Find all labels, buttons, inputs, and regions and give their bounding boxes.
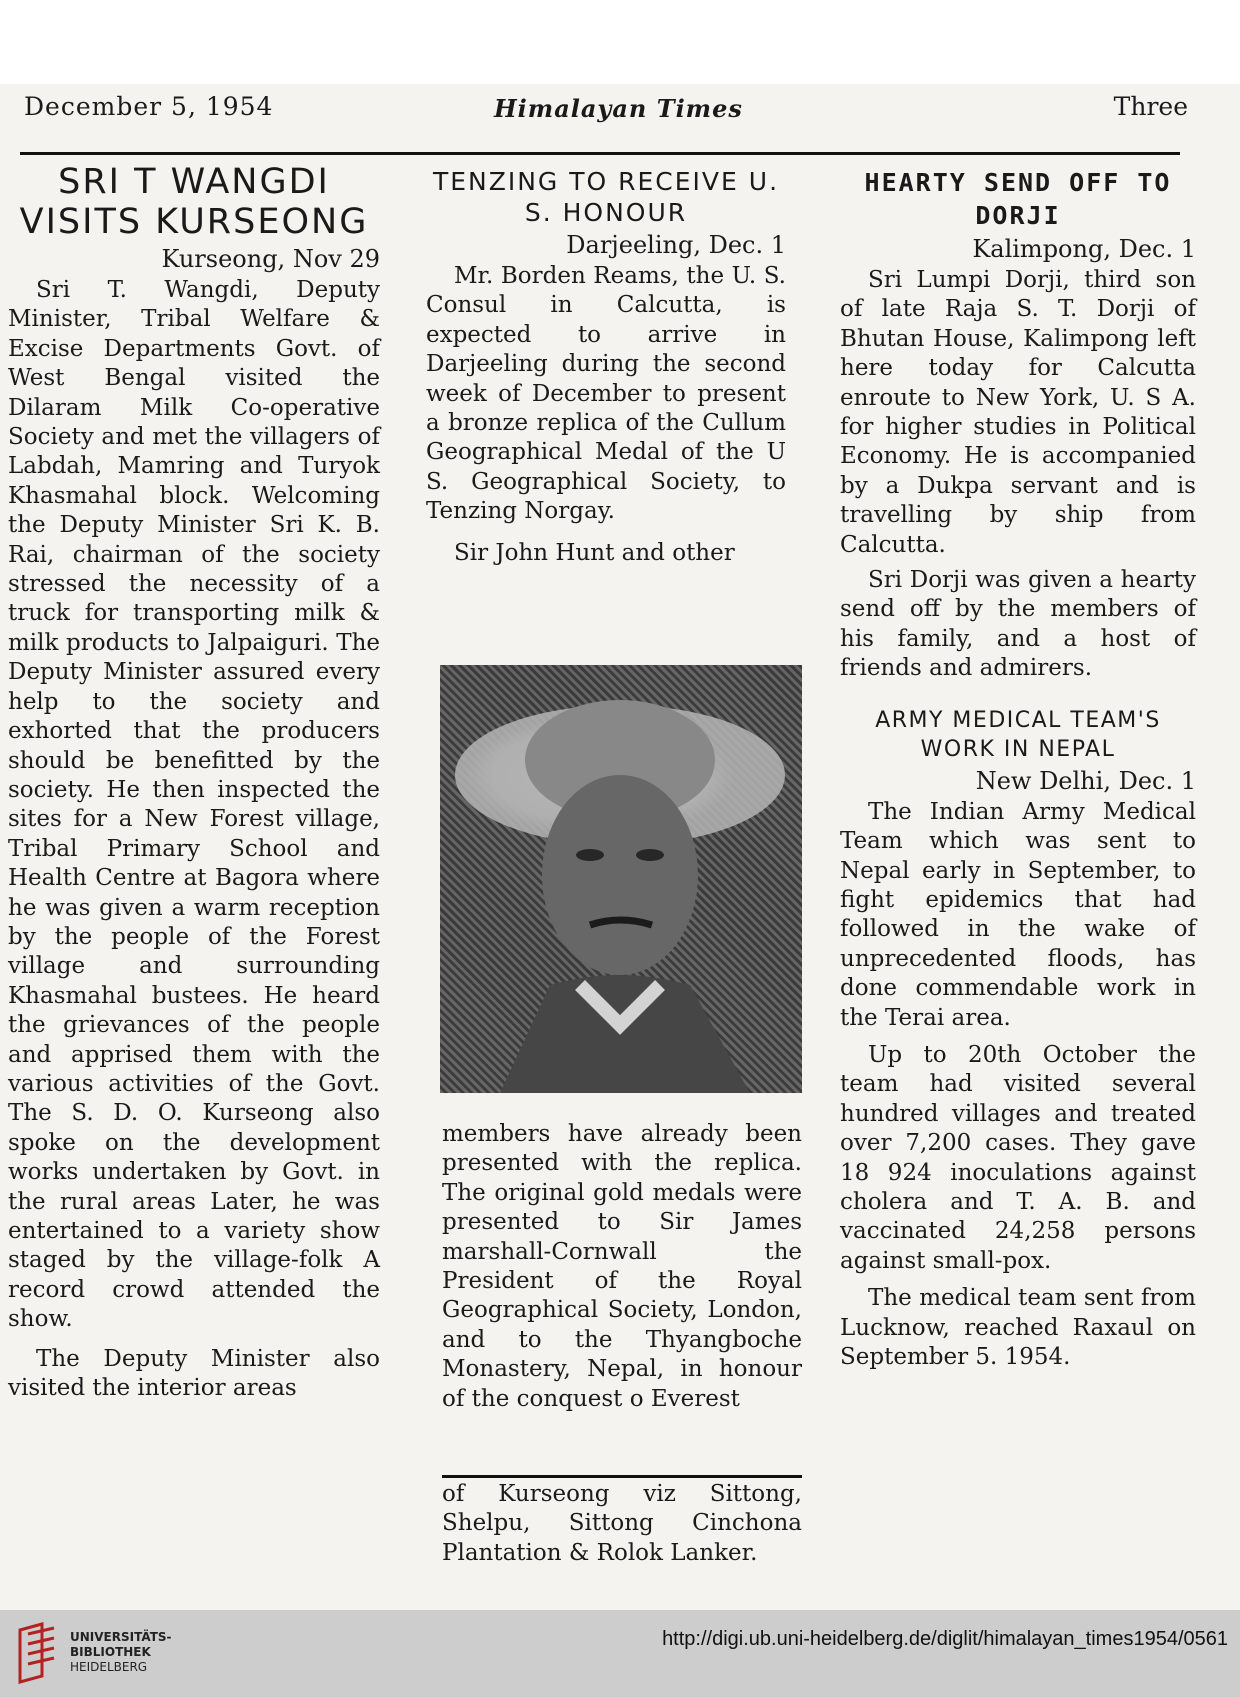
- article-dorji: [840, 166, 1196, 1372]
- masthead: [24, 92, 1200, 128]
- library-logo-icon: [14, 1620, 62, 1684]
- headline-wangdi: SRI T WANGDI VISITS KURSEONG: [19, 162, 369, 242]
- paragraph: The medical team sent from Lucknow, reached Raxaul on September 5. 1954.: [840, 1285, 1196, 1370]
- dateline-wangdi: Kurseong, Nov 29: [161, 245, 380, 273]
- paragraph: The Deputy Minister also visited the interior areas: [8, 1345, 380, 1402]
- top-rule: [20, 152, 1180, 155]
- dateline-tenzing: Darjeeling, Dec. 1: [566, 231, 786, 259]
- tenzing-portrait-photo: [440, 665, 802, 1093]
- headline-dorji: HEARTY SEND OFF TO DORJI: [864, 168, 1172, 230]
- paragraph: Mr. Borden Reams, the U. S. Consul in Calcutta, is expected to arrive in Darjeeling during the second week of December to present a bronze replica of the Cullum Geographical Medal of the U S. Geographical Society, to Tenzing Norgay.: [426, 263, 786, 525]
- paragraph: Sri Dorji was given a hearty send off by the members of his family, and a host of friends and admirers.: [840, 567, 1196, 682]
- paragraph: Sir John Hunt and other: [454, 539, 735, 566]
- paragraph: The Indian Army Medical Team which was sent to Nepal early in September, to fight epidemics that had followed in the wake of unprecedented floods, has done commendable work in the Terai area.: [840, 798, 1196, 1031]
- article-wangdi-continued: [442, 1480, 802, 1568]
- article-tenzing-continued: [442, 1120, 802, 1414]
- paragraph: Sri T. Wangdi, Deputy Minister, Tribal Welfare & Excise Departments Govt. of West Bengal visited the Dilaram Milk Co-operative Society and met the villagers of Labdah, Mamring and Turyok Khasmahal block. Welcoming the Deputy Minister Sri K. B. Rai, chairman of the society stressed the necessity of a truck for transporting milk & milk products to Jalpaiguri. The Deputy Minister assured every help to the society and exhorted that the producers should be benefitted by the society. He then inspected the sites for a New Forest village, Tribal Primary School and Health Centre at Bagora where he was given a warm reception by the people of the Forest village and surrounding Khasmahal bustees. He heard the grievances of the people and apprised them with the various activities of the Govt. The S. D. O. Kurseong also spoke on the development works undertaken by Govt. in the rural areas Later, he was entertained to a variety show staged by the village-folk A record crowd attended the show.: [8, 277, 380, 1333]
- issue-date: December 5, 1954: [24, 92, 274, 121]
- dateline-army-medical: New Delhi, Dec. 1: [975, 766, 1196, 795]
- headline-tenzing: TENZING TO RECEIVE U. S. HONOUR: [432, 167, 780, 227]
- newspaper-title: Himalayan Times: [494, 94, 743, 123]
- digitization-footer: [0, 1610, 1240, 1697]
- article-tenzing: [426, 166, 786, 568]
- paragraph: of Kurseong viz Sittong, Shelpu, Sittong Cinchona Plantation & Rolok Lanker.: [442, 1481, 802, 1566]
- headline-army-medical: ARMY MEDICAL TEAM'S WORK IN NEPAL: [875, 707, 1161, 762]
- article-wangdi: [8, 162, 380, 1403]
- library-name-line: HEIDELBERG: [70, 1660, 148, 1674]
- library-name-line: UNIVERSITÄTS-: [70, 1630, 172, 1644]
- page-number: Three: [1113, 92, 1188, 121]
- dateline-dorji: Kalimpong, Dec. 1: [972, 235, 1196, 263]
- source-url-link[interactable]: http://digi.ub.uni-heidelberg.de/diglit/himalayan_times1954/0561: [662, 1628, 1228, 1650]
- paragraph: Up to 20th October the team had visited several hundred villages and treated over 7,200 cases. They gave 18 924 inoculations against cholera and T. A. B. and vaccinated 24,258 persons against small-pox.: [840, 1041, 1196, 1274]
- column-rule: [442, 1475, 802, 1478]
- library-name-line: BIBLIOTHEK: [70, 1645, 151, 1659]
- paragraph: Sri Lumpi Dorji, third son of late Raja S. T. Dorji of Bhutan House, Kalimpong left here today for Calcutta enroute to New York, U. S A. for higher studies in Political Economy. He is accompanied by a Dukpa servant and is travelling by ship from Calcutta.: [840, 267, 1196, 558]
- library-name: [70, 1630, 172, 1675]
- paragraph: members have already been presented with the replica. The original gold medals were presented to Sir James marshall-Cornwall the President of the Royal Geographical Society, London, and to the Thyangboche Monastery, Nepal, in honour of the conquest o Everest: [442, 1121, 802, 1412]
